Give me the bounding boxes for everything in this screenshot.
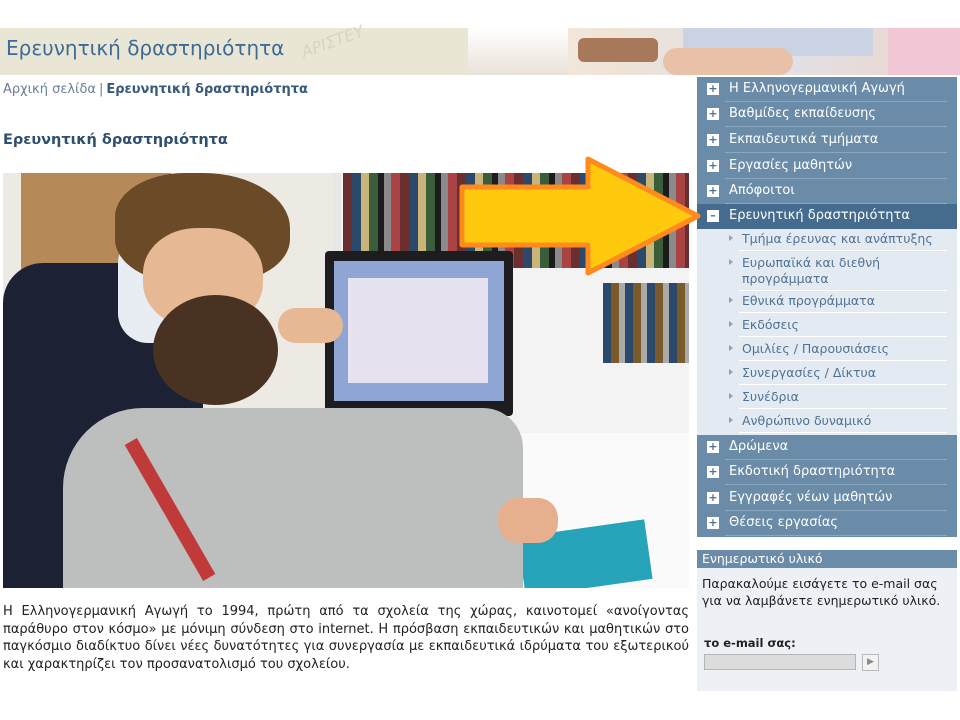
bullet-arrow-icon: [729, 345, 733, 351]
expand-icon[interactable]: +: [708, 440, 718, 453]
sidebar-item-label: Η Ελληνογερμανική Αγωγή: [729, 81, 905, 96]
submenu-item[interactable]: [697, 291, 957, 313]
expand-icon[interactable]: +: [708, 465, 718, 478]
expand-icon[interactable]: +: [708, 107, 718, 120]
sidebar-item-label: Βαθμίδες εκπαίδευσης: [729, 106, 876, 121]
newsletter-box: [697, 550, 957, 691]
collapse-icon[interactable]: –: [707, 210, 719, 222]
expand-icon[interactable]: +: [708, 516, 718, 529]
sidebar-item[interactable]: [697, 77, 957, 102]
breadcrumb-home-link[interactable]: Αρχική σελίδα: [3, 82, 96, 97]
header-title-band: [0, 21, 468, 75]
sidebar-item-label: Εκπαιδευτικά τμήματα: [729, 132, 879, 147]
sidebar-item-label: Θέσεις εργασίας: [729, 515, 839, 530]
intro-paragraph: Η Ελληνογερμανική Αγωγή το 1994, πρώτη από τα σχολεία της χώρας, καινοτομεί «ανοίγοντας παράθυρο στον κόσμο» με μόνιμη σύνδεση στο internet. Η πρόσβαση εκπαιδευτικών και μαθητικών στο παγκόσμιο διαδίκτυο δίνει νέες δυνατότητες για συνεργασία με εκπαιδευτικά ιδρύματα του εξωτερικού και χαρακτηρίζει τον προσανατολισμό του σχολείου.: [3, 604, 689, 672]
bullet-arrow-icon: [729, 235, 733, 241]
expand-icon[interactable]: +: [708, 82, 718, 95]
bullet-arrow-icon: [729, 321, 733, 327]
submenu-item[interactable]: [697, 363, 957, 385]
sidebar-item-label: Δρώμενα: [729, 439, 789, 454]
expand-icon[interactable]: +: [708, 133, 718, 146]
submenu-item[interactable]: [697, 411, 957, 433]
submenu-item[interactable]: [697, 315, 957, 337]
header-title: Ερευνητική δραστηριότητα: [6, 36, 285, 60]
bullet-arrow-icon: [729, 417, 733, 423]
expand-icon[interactable]: +: [708, 184, 718, 197]
submenu-item-label: Συνέδρια: [742, 389, 799, 404]
submenu-item-label: Ανθρώπινο δυναμικό: [742, 413, 872, 428]
submenu-item-label: Εθνικά προγράμματα: [742, 293, 875, 308]
highlight-arrow-icon: [458, 155, 703, 277]
submenu-item-label: Ομιλίες / Παρουσιάσεις: [742, 341, 889, 356]
newsletter-heading: Ενημερωτικό υλικό: [697, 550, 957, 568]
sidebar-item-label: Εργασίες μαθητών: [729, 158, 853, 173]
bullet-arrow-icon: [729, 297, 733, 303]
sidebar-item[interactable]: [697, 102, 957, 127]
email-label: το e-mail σας:: [704, 636, 796, 650]
submenu-item-label: Ευρωπαϊκά και διεθνή προγράμματα: [742, 255, 881, 286]
sidebar-item[interactable]: [697, 204, 957, 229]
breadcrumb-separator: |: [98, 82, 104, 97]
sidebar-item-label: Εγγραφές νέων μαθητών: [729, 490, 893, 505]
sidebar-item[interactable]: [697, 154, 957, 179]
submenu-item[interactable]: [697, 387, 957, 409]
page-title: Ερευνητική δραστηριότητα: [3, 132, 228, 148]
submenu-item-label: Τμήμα έρευνας και ανάπτυξης: [742, 231, 933, 246]
sidebar-item-label: Ερευνητική δραστηριότητα: [729, 208, 910, 223]
email-input[interactable]: [704, 654, 856, 670]
newsletter-description: Παρακαλούμε εισάγετε το e-mail σας για να λαμβάνετε ενημερωτικό υλικό.: [702, 576, 941, 608]
site-header: [0, 21, 960, 75]
bullet-arrow-icon: [729, 259, 733, 265]
sidebar-item[interactable]: [697, 460, 957, 485]
sidebar-item[interactable]: [697, 511, 957, 536]
header-banner-image: [468, 28, 960, 75]
sidebar-item-label: Απόφοιτοι: [729, 183, 795, 198]
submenu-item[interactable]: [697, 339, 957, 361]
expand-icon[interactable]: +: [708, 491, 718, 504]
expand-icon[interactable]: +: [708, 159, 718, 172]
breadcrumb-current: Ερευνητική δραστηριότητα: [106, 82, 308, 97]
sidebar-item[interactable]: [697, 128, 957, 153]
submenu-item[interactable]: [697, 253, 957, 291]
submenu-item-label: Εκδόσεις: [742, 317, 799, 332]
sidebar-item[interactable]: [697, 435, 957, 460]
breadcrumb: [3, 82, 308, 97]
bullet-arrow-icon: [729, 393, 733, 399]
header-watermark-logo: ΑΡΙΣΤΕΥ: [298, 21, 367, 62]
submenu-item-label: Συνεργασίες / Δίκτυα: [742, 365, 876, 380]
sidebar-item-label: Εκδοτική δραστηριότητα: [729, 464, 896, 479]
bullet-arrow-icon: [729, 369, 733, 375]
sidebar-item[interactable]: [697, 179, 957, 204]
submenu-item[interactable]: [697, 229, 957, 251]
play-arrow-icon[interactable]: ▶: [862, 654, 879, 671]
sidebar-item[interactable]: [697, 486, 957, 511]
